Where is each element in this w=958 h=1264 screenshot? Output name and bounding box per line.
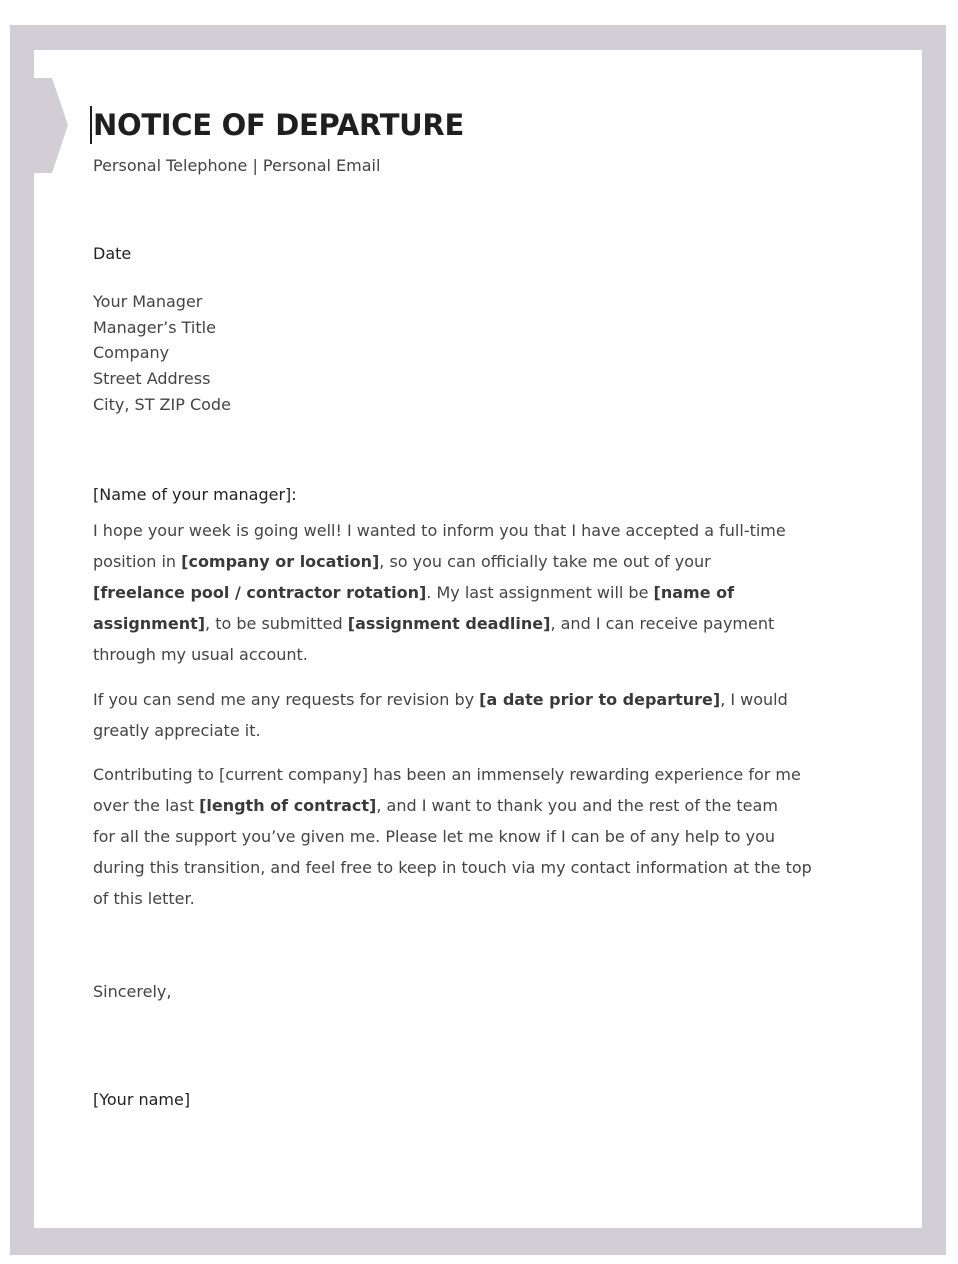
recipient-name: Your Manager [93,292,203,311]
tab-marker-shape [34,78,70,174]
placeholder-company-or-location: [company or location] [181,552,380,571]
recipient-company: Company [93,343,170,363]
text-run: , so you can officially take me out of your [379,552,711,571]
paragraph-line [93,790,873,821]
placeholder-assignment-deadline: [assignment deadline] [347,614,551,633]
paragraph-line [93,608,873,639]
paragraph-line [93,759,873,790]
text-run: If you can send me any requests for revision by [93,690,480,709]
paragraph-line [93,546,873,577]
text-run: greatly appreciate it. [93,721,261,740]
text-run: I hope your week is going well! I wanted to inform you that I have accepted a full-time [93,521,786,540]
text-run: , and I want to thank you and the rest of the team [376,796,778,815]
body-paragraph-1 [93,515,873,670]
paragraph-line [93,639,873,670]
closing: Sincerely, [93,982,172,1001]
signature: [Your name] [93,1090,191,1109]
placeholder-length-of-contract: [length of contract] [199,796,377,815]
paragraph-line [93,715,873,746]
text-run: , to be submitted [205,614,348,633]
text-run: over the last [93,796,200,815]
text-run: . My last assignment will be [426,583,654,602]
salutation: [Name of your manager]: [93,485,297,504]
text-run: , I would [720,690,788,709]
recipient-city: City, ST ZIP Code [93,394,231,414]
paragraph-line [93,684,873,715]
paragraph-line [93,852,873,883]
text-run: , and I can receive payment [550,614,775,633]
paragraph-line [93,577,873,608]
body-paragraph-3 [93,759,873,914]
text-run: Contributing to [current company] has been an immensely rewarding experience for me [93,765,801,784]
text-run: position in [93,552,182,571]
letter-date: Date [93,244,132,263]
placeholder-freelance-pool: [freelance pool / contractor rotation] [93,583,427,602]
placeholder-date-prior: [a date prior to departure] [479,690,721,709]
text-run: during this transition, and feel free to keep in touch via my contact information at the top [93,858,812,877]
recipient-street: Street Address [93,369,211,389]
text-run: for all the support you’ve given me. Please let me know if I can be of any help to you [93,827,775,846]
letter-title: NOTICE OF DEPARTURE [90,106,464,144]
paragraph-line [93,821,873,852]
text-run: through my usual account. [93,645,308,664]
recipient-title: Manager’s Title [93,317,216,337]
recipient-address [93,289,231,418]
placeholder-assignment-name-cont: assignment] [93,614,206,633]
contact-line: Personal Telephone | Personal Email [93,156,381,175]
text-run: of this letter. [93,889,195,908]
body-paragraph-2 [93,684,873,746]
placeholder-assignment-name: [name of [653,583,735,602]
paragraph-line [93,515,873,546]
paragraph-line [93,883,873,914]
